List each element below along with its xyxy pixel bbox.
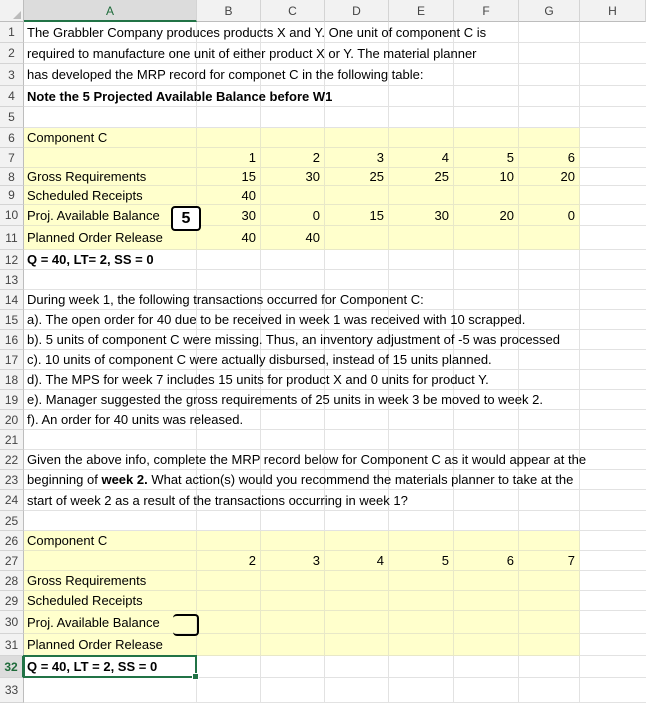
t1-title-cell[interactable]: Component C xyxy=(24,128,197,148)
t1-title-blank-f[interactable] xyxy=(454,128,519,148)
t1-planned-d[interactable] xyxy=(325,226,389,250)
row-header-2[interactable]: 2 xyxy=(0,43,24,64)
row-header-30[interactable]: 30 xyxy=(0,611,24,634)
t1-planned-c[interactable]: 40 xyxy=(261,226,325,250)
cell-a16[interactable]: b). 5 units of component C were missing. Thus, an inventory adjustment of -5 was processed xyxy=(27,332,561,347)
t2-label-gross[interactable]: Gross Requirements xyxy=(24,571,197,591)
t1-pab-c[interactable]: 0 xyxy=(261,205,325,226)
row-header-18[interactable]: 18 xyxy=(0,370,24,390)
row-header-22[interactable]: 22 xyxy=(0,450,24,470)
t1-scheduled-f[interactable] xyxy=(454,186,519,205)
t1-pab-e[interactable]: 30 xyxy=(389,205,454,226)
row-header-12[interactable]: 12 xyxy=(0,250,24,270)
row-header-16[interactable]: 16 xyxy=(0,330,24,350)
row-header-25[interactable]: 25 xyxy=(0,511,24,531)
handwritten-initial-balance: 5 xyxy=(171,206,201,231)
t1-gross-e[interactable]: 25 xyxy=(389,168,454,186)
row-header-20[interactable]: 20 xyxy=(0,410,24,430)
t1-pab-b[interactable]: 30 xyxy=(197,205,261,226)
t2-label-pab[interactable]: Proj. Available Balance xyxy=(24,611,197,634)
t1-title-blank-e[interactable] xyxy=(389,128,454,148)
t2-gross-c[interactable] xyxy=(261,571,325,591)
row-header-8[interactable]: 8 xyxy=(0,168,24,186)
t2-week-6[interactable]: 6 xyxy=(454,551,519,571)
handwritten-empty-box xyxy=(173,614,199,636)
t1-planned-g[interactable] xyxy=(519,226,580,250)
t2-title-blank-e[interactable] xyxy=(389,531,454,551)
t1-gross-b[interactable]: 15 xyxy=(197,168,261,186)
cell-a22[interactable]: Given the above info, complete the MRP record below for Component C as it would appear at the xyxy=(27,452,587,467)
t2-title-blank-g[interactable] xyxy=(519,531,580,551)
t1-week-2[interactable]: 2 xyxy=(261,148,325,168)
column-header-f[interactable]: F xyxy=(454,0,519,22)
row-header-11[interactable]: 11 xyxy=(0,226,24,250)
row-header-14[interactable]: 14 xyxy=(0,290,24,310)
t2-gross-e[interactable] xyxy=(389,571,454,591)
t1-scheduled-b[interactable]: 40 xyxy=(197,186,261,205)
row-header-9[interactable]: 9 xyxy=(0,186,24,205)
t1-week-5[interactable]: 5 xyxy=(454,148,519,168)
t1-planned-b[interactable]: 40 xyxy=(197,226,261,250)
t2-gross-f[interactable] xyxy=(454,571,519,591)
t2-pab-e[interactable] xyxy=(389,611,454,634)
cell-a24[interactable]: start of week 2 as a result of the transactions occurring in week 1? xyxy=(27,493,408,508)
t2-week-7[interactable]: 7 xyxy=(519,551,580,571)
t2-gross-d[interactable] xyxy=(325,571,389,591)
t1-pab-d[interactable]: 15 xyxy=(325,205,389,226)
row-header-1[interactable]: 1 xyxy=(0,22,24,43)
cell-a3[interactable]: has developed the MRP record for componet C in the following table: xyxy=(27,67,424,82)
column-header-h[interactable]: H xyxy=(580,0,646,22)
row-header-10[interactable]: 10 xyxy=(0,205,24,226)
t1-gross-f[interactable]: 10 xyxy=(454,168,519,186)
t1-label-gross[interactable]: Gross Requirements xyxy=(24,168,197,186)
t2-pab-b[interactable] xyxy=(197,611,261,634)
row-header-26[interactable]: 26 xyxy=(0,531,24,551)
t1-week-1[interactable]: 1 xyxy=(197,148,261,168)
t2-scheduled-g[interactable] xyxy=(519,591,580,611)
row-header-31[interactable]: 31 xyxy=(0,634,24,656)
t2-pab-g[interactable] xyxy=(519,611,580,634)
t1-title-blank-c[interactable] xyxy=(261,128,325,148)
t1-pab-f[interactable]: 20 xyxy=(454,205,519,226)
row-header-28[interactable]: 28 xyxy=(0,571,24,591)
row-header-6[interactable]: 6 xyxy=(0,128,24,148)
cell-a18[interactable]: d). The MPS for week 7 includes 15 units for product X and 0 units for product Y. xyxy=(27,372,489,387)
question-text: What action(s) would you recommend the materials planner to take at the xyxy=(147,472,574,487)
t2-planned-e[interactable] xyxy=(389,634,454,656)
cell-a19[interactable]: e). Manager suggested the gross requirements of 25 units in week 3 be moved to week 2. xyxy=(27,392,543,407)
t1-planned-e[interactable] xyxy=(389,226,454,250)
t1-scheduled-c[interactable] xyxy=(261,186,325,205)
row-header-7[interactable]: 7 xyxy=(0,148,24,168)
row-header-33[interactable]: 33 xyxy=(0,678,24,703)
cell-a15[interactable]: a). The open order for 40 due to be received in week 1 was received with 10 scrapped. xyxy=(27,312,526,327)
t2-pab-f[interactable] xyxy=(454,611,519,634)
column-header-d[interactable]: D xyxy=(325,0,389,22)
t2-title-blank-f[interactable] xyxy=(454,531,519,551)
cell-a12-params[interactable]: Q = 40, LT= 2, SS = 0 xyxy=(27,252,154,267)
row-header-17[interactable]: 17 xyxy=(0,350,24,370)
t2-pab-c[interactable] xyxy=(261,611,325,634)
t2-title-cell[interactable]: Component C xyxy=(24,531,197,551)
t2-planned-c[interactable] xyxy=(261,634,325,656)
t1-scheduled-g[interactable] xyxy=(519,186,580,205)
cell-a1[interactable]: The Grabbler Company produces products X and Y. One unit of component C is xyxy=(27,25,487,40)
cell-a4[interactable]: Note the 5 Projected Available Balance before W1 xyxy=(27,89,333,104)
cell-a23[interactable] xyxy=(24,470,576,490)
row-header-3[interactable]: 3 xyxy=(0,64,24,86)
t2-planned-d[interactable] xyxy=(325,634,389,656)
t2-scheduled-d[interactable] xyxy=(325,591,389,611)
t1-scheduled-e[interactable] xyxy=(389,186,454,205)
t2-planned-b[interactable] xyxy=(197,634,261,656)
cell-a14[interactable]: During week 1, the following transactions occurred for Component C: xyxy=(27,292,424,307)
active-cell-cursor xyxy=(23,655,197,678)
t2-scheduled-f[interactable] xyxy=(454,591,519,611)
t2-label-planned[interactable]: Planned Order Release xyxy=(24,634,197,656)
t2-scheduled-c[interactable] xyxy=(261,591,325,611)
t2-pab-d[interactable] xyxy=(325,611,389,634)
row-header-5[interactable]: 5 xyxy=(0,107,24,128)
select-all-corner[interactable] xyxy=(0,0,24,22)
t2-label-scheduled[interactable]: Scheduled Receipts xyxy=(24,591,197,611)
cell-a32-params[interactable]: Q = 40, LT = 2, SS = 0 xyxy=(27,659,158,674)
t1-planned-f[interactable] xyxy=(454,226,519,250)
t1-scheduled-d[interactable] xyxy=(325,186,389,205)
t1-title-blank-g[interactable] xyxy=(519,128,580,148)
question-week-bold: week 2. xyxy=(101,472,148,487)
t2-title-blank-d[interactable] xyxy=(325,531,389,551)
t2-gross-g[interactable] xyxy=(519,571,580,591)
t1-week-label-cell[interactable] xyxy=(24,148,197,168)
row-header-32[interactable]: 32 xyxy=(0,656,24,678)
row-header-23[interactable]: 23 xyxy=(0,470,24,490)
column-header-a[interactable]: A xyxy=(24,0,197,22)
row-header-27[interactable]: 27 xyxy=(0,551,24,571)
cell-a2[interactable]: required to manufacture one unit of either product X or Y. The material planner xyxy=(27,46,477,61)
t1-week-3[interactable]: 3 xyxy=(325,148,389,168)
row-header-29[interactable]: 29 xyxy=(0,591,24,611)
t1-week-6[interactable]: 6 xyxy=(519,148,580,168)
column-header-b[interactable]: B xyxy=(197,0,261,22)
row-header-24[interactable]: 24 xyxy=(0,490,24,511)
t1-gross-c[interactable]: 30 xyxy=(261,168,325,186)
t1-label-scheduled[interactable]: Scheduled Receipts xyxy=(24,186,197,205)
t2-title-blank-b[interactable] xyxy=(197,531,261,551)
question-text: beginning of xyxy=(27,472,102,487)
row-header-15[interactable]: 15 xyxy=(0,310,24,330)
t2-planned-f[interactable] xyxy=(454,634,519,656)
t2-week-3[interactable]: 3 xyxy=(261,551,325,571)
t2-week-2[interactable]: 2 xyxy=(197,551,261,571)
t1-pab-g[interactable]: 0 xyxy=(519,205,580,226)
t1-label-planned[interactable]: Planned Order Release xyxy=(24,226,197,250)
column-header-c[interactable]: C xyxy=(261,0,325,22)
t2-week-label-cell[interactable] xyxy=(24,551,197,571)
t2-scheduled-e[interactable] xyxy=(389,591,454,611)
t2-week-5[interactable]: 5 xyxy=(389,551,454,571)
t1-label-pab[interactable]: Proj. Available Balance xyxy=(24,205,197,226)
row-header-21[interactable]: 21 xyxy=(0,430,24,450)
t2-scheduled-b[interactable] xyxy=(197,591,261,611)
row-header-13[interactable]: 13 xyxy=(0,270,24,290)
row-header-19[interactable]: 19 xyxy=(0,390,24,410)
t2-gross-b[interactable] xyxy=(197,571,261,591)
row-header-4[interactable]: 4 xyxy=(0,86,24,107)
t1-week-4[interactable]: 4 xyxy=(389,148,454,168)
column-header-g[interactable]: G xyxy=(519,0,580,22)
t2-planned-g[interactable] xyxy=(519,634,580,656)
t1-title-blank-b[interactable] xyxy=(197,128,261,148)
cell-a20[interactable]: f). An order for 40 units was released. xyxy=(27,412,244,427)
column-header-e[interactable]: E xyxy=(389,0,454,22)
t2-title-blank-c[interactable] xyxy=(261,531,325,551)
cell-a17[interactable]: c). 10 units of component C were actually disbursed, instead of 15 units planned. xyxy=(27,352,492,367)
t1-gross-d[interactable]: 25 xyxy=(325,168,389,186)
t1-gross-g[interactable]: 20 xyxy=(519,168,580,186)
t1-title-blank-d[interactable] xyxy=(325,128,389,148)
t2-week-4[interactable]: 4 xyxy=(325,551,389,571)
